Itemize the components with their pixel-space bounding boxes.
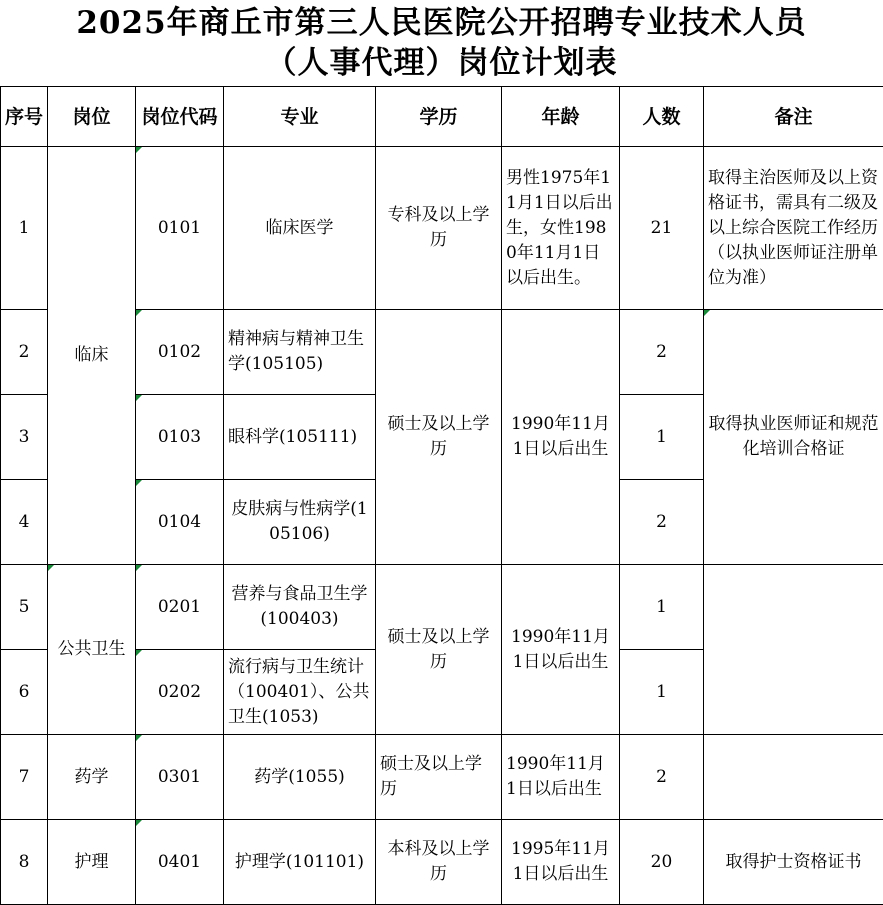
cell-count: 1 <box>620 395 704 480</box>
cell-code: 0201 <box>136 565 224 650</box>
header-major: 专业 <box>224 87 376 147</box>
header-age: 年龄 <box>502 87 620 147</box>
cell-index: 6 <box>1 650 48 735</box>
cell-age: 1995年11月1日以后出生 <box>502 820 620 905</box>
cell-index: 3 <box>1 395 48 480</box>
cell-major: 临床医学 <box>224 147 376 310</box>
cell-education: 本科及以上学历 <box>376 820 502 905</box>
header-position: 岗位 <box>48 87 136 147</box>
cell-major: 精神病与精神卫生学(105105) <box>224 310 376 395</box>
cell-remark: 取得护士资格证书 <box>704 820 883 905</box>
cell-code: 0101 <box>136 147 224 310</box>
title-line-2: （人事代理）岗位计划表 <box>266 43 618 83</box>
cell-code: 0401 <box>136 820 224 905</box>
cell-education: 硕士及以上学历 <box>376 735 502 820</box>
cell-age: 1990年11月1日以后出生 <box>502 310 620 565</box>
header-row <box>1 87 883 147</box>
cell-count: 21 <box>620 147 704 310</box>
cell-major: 眼科学(105111) <box>224 395 376 480</box>
header-education: 学历 <box>376 87 502 147</box>
cell-major: 流行病与卫生统计（100401）、公共卫生(1053) <box>224 650 376 735</box>
cell-index: 5 <box>1 565 48 650</box>
cell-major: 营养与食品卫生学(100403) <box>224 565 376 650</box>
cell-major: 护理学(101101) <box>224 820 376 905</box>
cell-remark <box>704 565 883 735</box>
cell-index: 4 <box>1 480 48 565</box>
cell-age: 男性1975年11月1日以后出生，女性1980年11月1日以后出生。 <box>502 147 620 310</box>
cell-count: 1 <box>620 650 704 735</box>
cell-code: 0103 <box>136 395 224 480</box>
cell-education: 专科及以上学历 <box>376 147 502 310</box>
cell-count: 2 <box>620 480 704 565</box>
cell-index: 7 <box>1 735 48 820</box>
cell-age: 1990年11月1日以后出生 <box>502 735 620 820</box>
cell-remark: 取得主治医师及以上资格证书，需具有二级及以上综合医院工作经历（以执业医师证注册单位为准） <box>704 147 883 310</box>
cell-remark <box>704 735 883 820</box>
cell-count: 1 <box>620 565 704 650</box>
cell-index: 2 <box>1 310 48 395</box>
cell-major: 药学(1055) <box>224 735 376 820</box>
header-code: 岗位代码 <box>136 87 224 147</box>
cell-index: 8 <box>1 820 48 905</box>
cell-major: 皮肤病与性病学(105106) <box>224 480 376 565</box>
cell-count: 2 <box>620 310 704 395</box>
cell-code: 0202 <box>136 650 224 735</box>
header-remark: 备注 <box>704 87 883 147</box>
cell-code: 0104 <box>136 480 224 565</box>
table-row <box>1 147 883 310</box>
cell-education: 硕士及以上学历 <box>376 310 502 565</box>
cell-index: 1 <box>1 147 48 310</box>
table-row <box>1 565 883 650</box>
cell-education: 硕士及以上学历 <box>376 565 502 735</box>
cell-count: 20 <box>620 820 704 905</box>
cell-position: 临床 <box>48 147 136 565</box>
cell-remark: 取得执业医师证和规范化培训合格证 <box>704 310 883 565</box>
table-row <box>1 820 883 905</box>
cell-count: 2 <box>620 735 704 820</box>
header-count: 人数 <box>620 87 704 147</box>
cell-position: 药学 <box>48 735 136 820</box>
cell-code: 0102 <box>136 310 224 395</box>
cell-position: 护理 <box>48 820 136 905</box>
table-row <box>1 735 883 820</box>
page-title <box>0 0 883 86</box>
header-index: 序号 <box>1 87 48 147</box>
cell-age: 1990年11月1日以后出生 <box>502 565 620 735</box>
title-line-1: 2025年商丘市第三人民医院公开招聘专业技术人员 <box>76 3 806 43</box>
cell-code: 0301 <box>136 735 224 820</box>
position-plan-table <box>0 86 883 905</box>
cell-position: 公共卫生 <box>48 565 136 735</box>
